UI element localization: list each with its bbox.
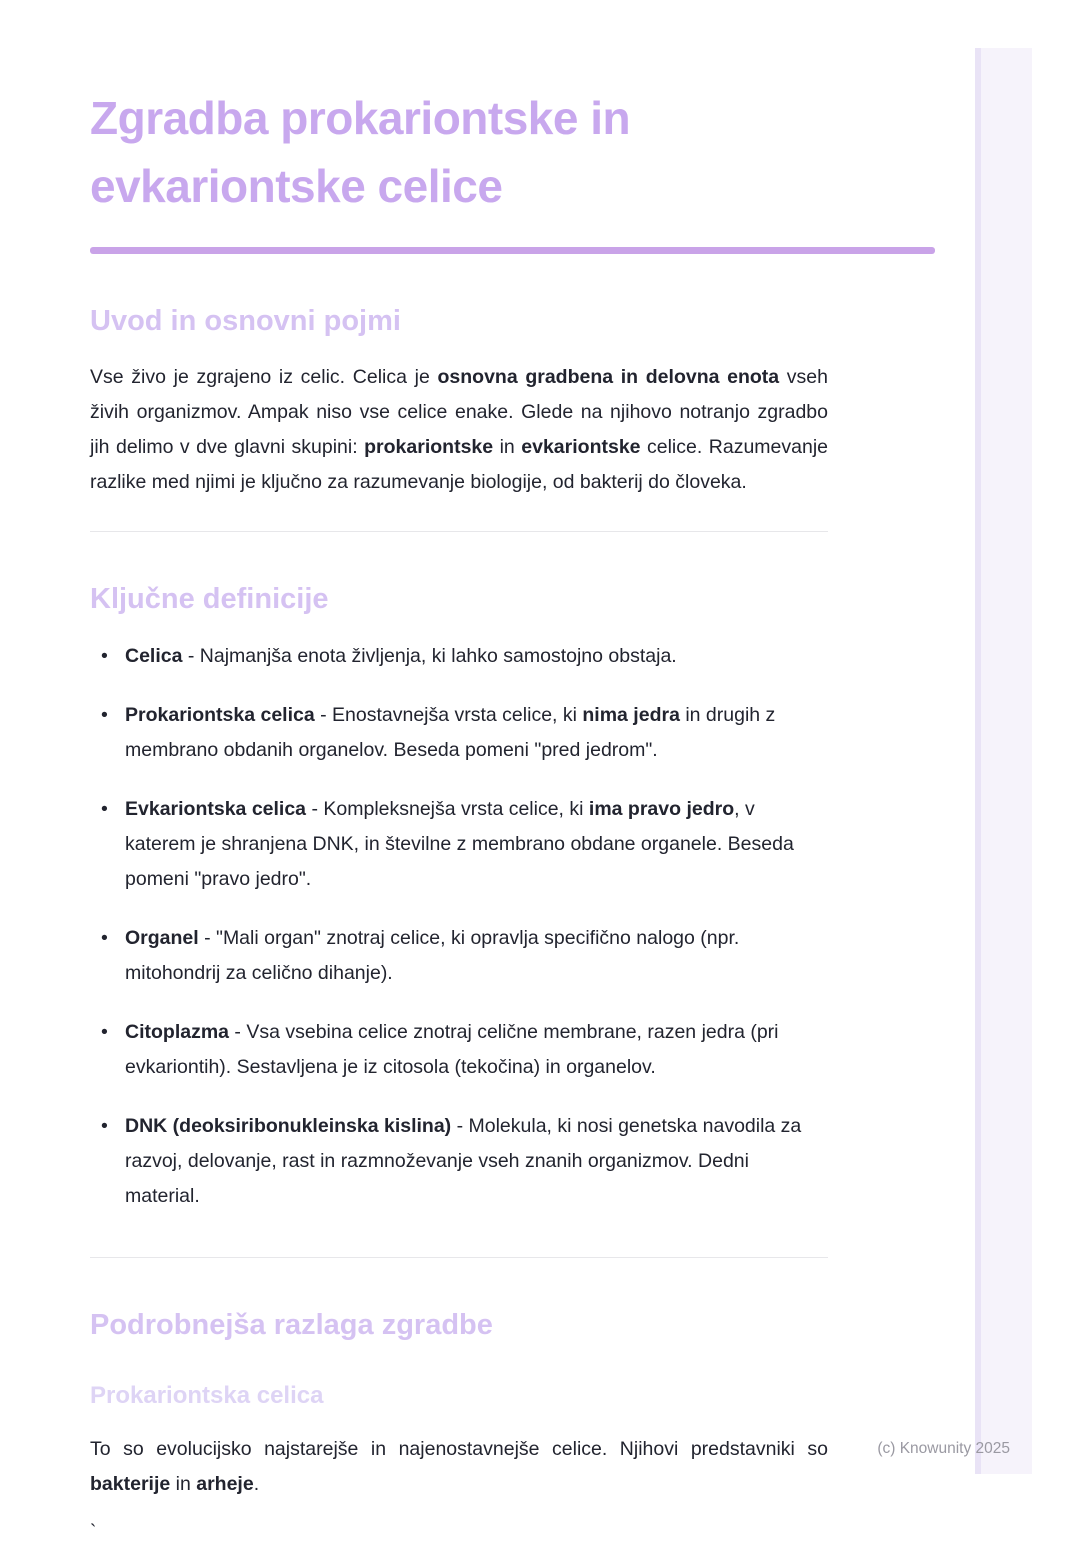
page-title-line-1: Zgradba prokariontske in bbox=[90, 92, 631, 144]
section-detail bbox=[90, 1307, 828, 1545]
detail-subheading: Prokariontska celica bbox=[90, 1382, 324, 1409]
definition-item: • Citoplazma - Vsa vsebina celice znotraj celične membrane, razen jedra (pri evkariontih). Sestavljena je iz citosola (tekočina) in organelov. bbox=[90, 1015, 828, 1085]
section-definitions bbox=[90, 581, 828, 1214]
page-title-line-2: evkariontske celice bbox=[90, 160, 503, 212]
definition-item: • DNK (deoksiribonukleinska kislina) - Molekula, ki nosi genetska navodila za razvoj, delovanje, rast in razmnoževanje vseh znanih organizmov. Dedni material. bbox=[90, 1109, 828, 1214]
definition-item: • Prokariontska celica - Enostavnejša vrsta celice, ki nima jedra in drugih z membrano obdanih organelov. Beseda pomeni "pred jedrom". bbox=[90, 698, 828, 768]
section-intro bbox=[90, 303, 828, 500]
definition-item: • Organel - "Mali organ" znotraj celice, ki opravlja specifično nalogo (npr. mitohondrij za celično dihanje). bbox=[90, 921, 828, 991]
section-divider bbox=[90, 531, 828, 532]
section-divider bbox=[90, 1257, 828, 1258]
stray-backtick: ` bbox=[90, 1522, 97, 1543]
page-edge-strip bbox=[975, 48, 1032, 1474]
intro-heading: Uvod in osnovni pojmi bbox=[90, 305, 401, 337]
definitions-heading: Ključne definicije bbox=[90, 583, 329, 615]
detail-paragraph: To so evolucijsko najstarejše in najenostavnejše celice. Njihovi predstavniki so bakterije in arheje. bbox=[90, 1438, 828, 1495]
detail-heading: Podrobnejša razlaga zgradbe bbox=[90, 1309, 493, 1341]
document-content bbox=[90, 0, 828, 1545]
definition-item: • Evkariontska celica - Kompleksnejša vrsta celice, ki ima pravo jedro, v katerem je shranjena DNK, in številne z membrano obdane organele. Beseda pomeni "pravo jedro". bbox=[90, 792, 828, 897]
page-title bbox=[90, 0, 828, 220]
copyright-note: (c) Knowunity 2025 bbox=[877, 1440, 1010, 1457]
definitions-list bbox=[90, 639, 828, 1214]
intro-paragraph: Vse živo je zgrajeno iz celic. Celica je osnovna gradbena in delovna enota vseh živih organizmov. Ampak niso vse celice enake. Glede na njihovo notranjo zgradbo jih delimo v dve glavni skupini: prokariontske in evkariontske celice. Razumevanje razlike med njimi je ključno za razumevanje biologije, od bakterij do človeka. bbox=[90, 366, 828, 493]
definition-item: • Celica - Najmanjša enota življenja, ki lahko samostojno obstaja. bbox=[90, 639, 828, 674]
title-underline-rule bbox=[90, 247, 935, 254]
